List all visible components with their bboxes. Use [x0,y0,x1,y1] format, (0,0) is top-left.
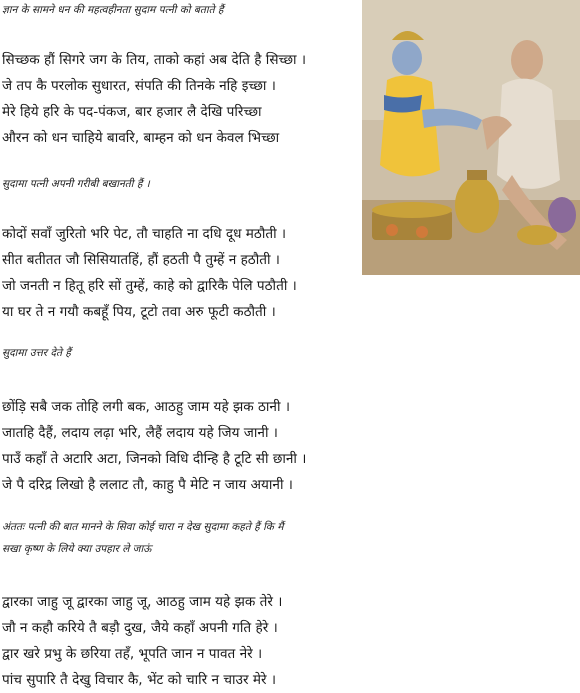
section-2-verse [2,221,297,325]
verse-line: सीत बतीतत जौ सिसियातहिं, हौं हठती पै तुम्हें न हठौती । [2,252,280,268]
verse-line: कोदों सवाँ जुरितो भरि पेट, तौ चाहति ना दधि दूध मठौती । [2,226,287,242]
verse-line: जातहि दैहैं, लदाय लढ़ा भरि, लैहैं लदाय यहे जिय जानी । [2,425,278,441]
verse-line: जे पै दरिद्र लिखो है ललाट तौ, काहु पै मेटि न जाय अयानी । [2,477,293,493]
painting-icon [362,0,580,275]
verse-line: सिच्छक हौं सिगरे जग के तिय, ताको कहां अब देति है सिच्छा । [2,52,307,68]
krishna-sudama-painting [362,0,580,275]
section-1-verse [2,47,306,151]
verse-line: जो जनती न हितू हरि सों तुम्हें, काहे को द्वारिकै पेलि पठौती । [2,278,297,294]
verse-line: जे तप कै परलोक सुधारत, संपति की तिनके नहि इच्छा । [2,78,276,94]
verse-line: मेरे हिये हरि के पद-पंकज, बार हजार लै देखि परिच्छा [2,104,262,120]
section-4-verse [2,589,282,693]
section-2-heading: सुदामा पत्नी अपनी गरीबी बखानती हैं । [2,178,150,190]
verse-line: या घर ते न गयौ कबहूँ पिय, टूटो तवा अरु फूटी कठौती । [2,304,276,320]
section-3-verse [2,394,306,498]
section-4-heading-line-2: सखा कृष्ण के लिये क्या उपहार ले जाऊं [2,543,152,555]
section-3-heading: सुदामा उत्तर देते हैं [2,347,71,359]
verse-line: द्वारका जाहु जू द्वारका जाहु जू, आठहु जाम यहे झक तेरे । [2,594,283,610]
verse-line: जौ न कहौ करिये तै बड़ौ दुख, जैये कहाँ अपनी गति हेरे । [2,620,278,636]
section-1-heading: ज्ञान के सामने धन की महत्वहीनता सुदाम पत्नी को बताते हैं [2,4,224,16]
verse-line: औरन को धन चाहिये बावरि, बाम्हन को धन केवल भिच्छा [2,130,280,146]
verse-line: द्वार खरे प्रभु के छरिया तहँ, भूपति जान न पावत नेरे । [2,646,263,662]
verse-line: पाउँ कहाँ ते अटारि अटा, जिनको विधि दीन्हि है टूटि सी छानी । [2,451,307,467]
verse-line: छोंड़ि सबै जक तोहि लगी बक, आठहु जाम यहे झक ठानी । [2,399,290,415]
verse-line: पांच सुपारि तै देखु विचार कै, भेंट को चारि न चाउर मेरे । [2,672,277,688]
section-4-heading: अंततः पत्नी की बात मानने के सिवा कोई चारा न देख सुदामा कहते हैं कि मैं [2,521,284,533]
